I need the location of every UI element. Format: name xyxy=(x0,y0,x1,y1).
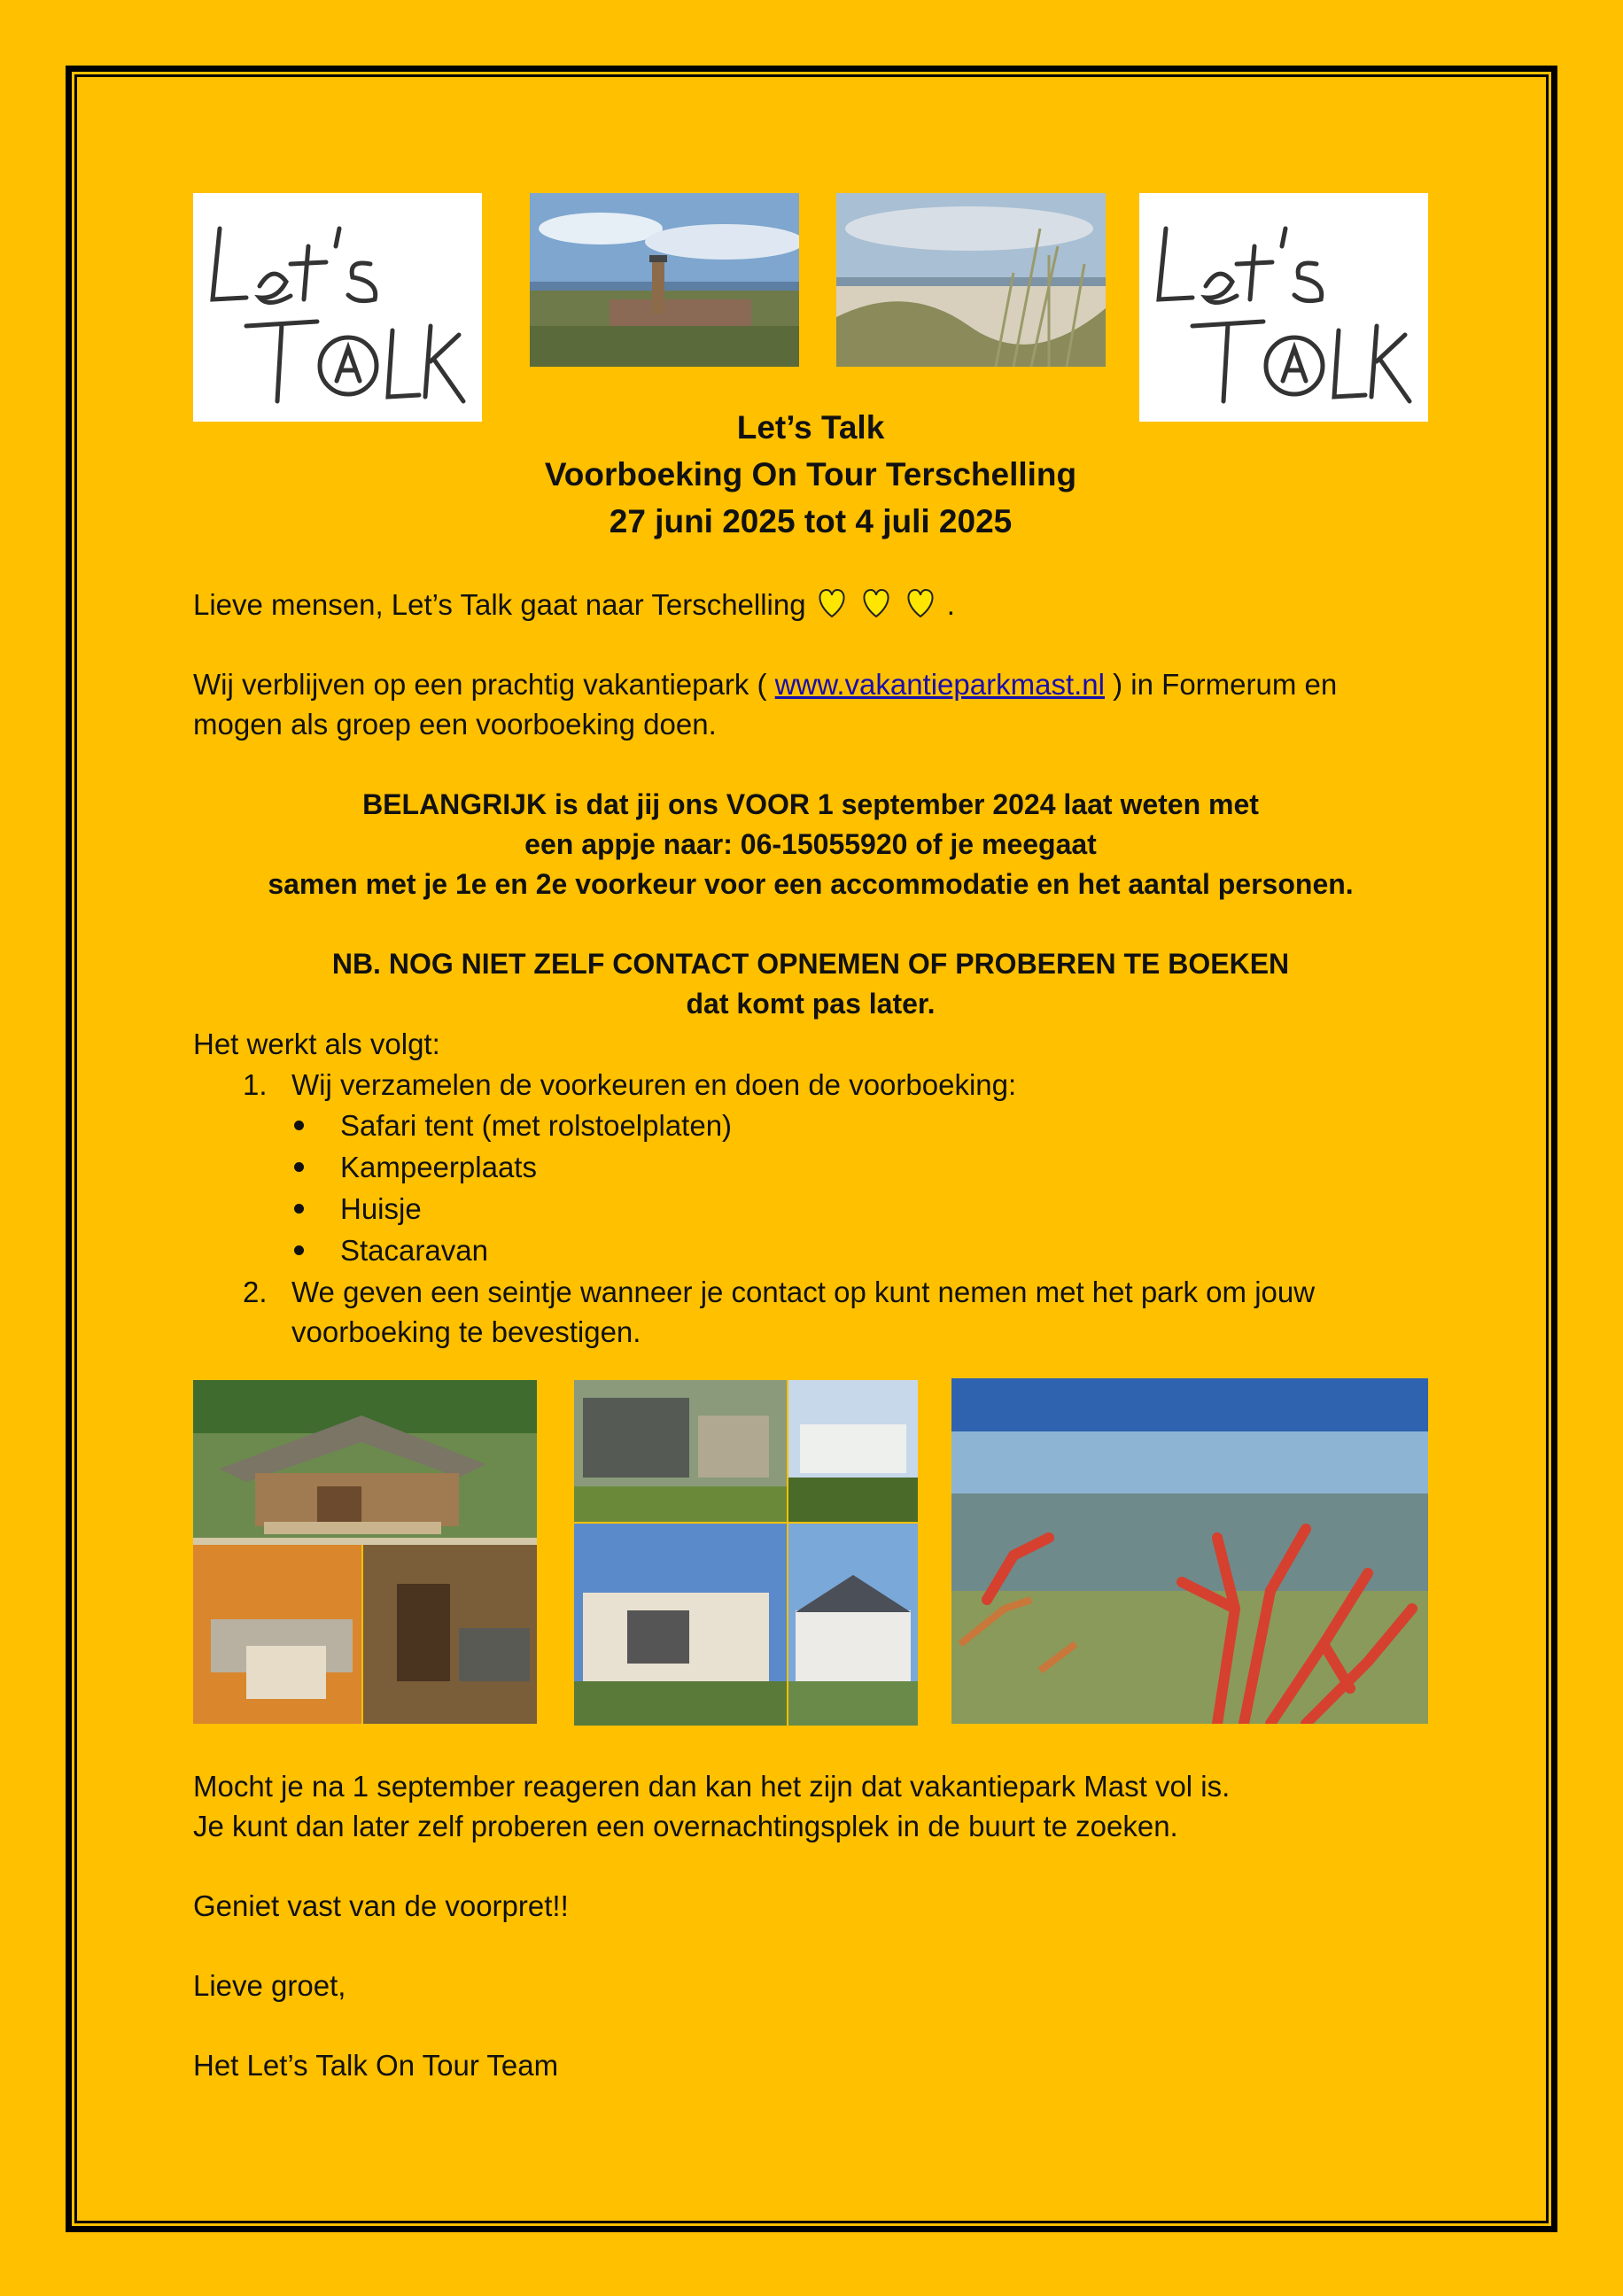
park-website-link[interactable]: www.vakantieparkmast.nl xyxy=(774,668,1105,701)
step-2-number: 2. xyxy=(243,1276,268,1308)
greeting-end: . xyxy=(946,588,955,621)
photo-samphire-coast xyxy=(951,1378,1428,1724)
bullet-icon xyxy=(294,1162,304,1172)
photo-dunes xyxy=(836,193,1106,367)
bullet-icon xyxy=(294,1245,304,1255)
greeting-text: Lieve mensen, Let’s Talk gaat naar Terschelling xyxy=(193,588,806,621)
stay-before-text: Wij verblijven op een prachtig vakantiepark ( xyxy=(193,668,775,701)
step-1-number: 1. xyxy=(243,1068,268,1101)
photo-houses-caravans xyxy=(574,1380,918,1726)
option-kampeerplaats: Kampeerplaats xyxy=(340,1151,537,1183)
bullet-icon xyxy=(294,1204,304,1214)
howto-intro: Het werkt als volgt: xyxy=(193,1028,440,1060)
stay-after-text: ) in Formerum en xyxy=(1104,668,1338,701)
signature-line: Het Let’s Talk On Tour Team xyxy=(193,2049,559,2082)
greeting-line xyxy=(193,585,1433,630)
logo-lets-talk-left xyxy=(193,193,482,422)
late-reply-line-2: Je kunt dan later zelf proberen een overnachtingsplek in de buurt te zoeken. xyxy=(193,1810,1178,1842)
step-1-text: Wij verzamelen de voorkeuren en doen de voorboeking: xyxy=(291,1068,1017,1101)
option-huisje: Huisje xyxy=(340,1192,422,1225)
enjoy-line: Geniet vast van de voorpret!! xyxy=(193,1889,569,1922)
regards-line: Lieve groet, xyxy=(193,1969,346,2002)
notice-line-2: dat komt pas later. xyxy=(686,988,936,1020)
logo-lets-talk-right xyxy=(1139,193,1428,422)
heart-icons xyxy=(814,585,947,630)
title-lets-talk: Let’s Talk xyxy=(736,409,885,446)
option-stacaravan: Stacaravan xyxy=(340,1234,488,1267)
step-2-text-line-1: We geven een seintje wanneer je contact op kunt nemen met het park om jouw xyxy=(291,1276,1316,1308)
bullet-icon xyxy=(294,1121,304,1130)
notice-line-1: NB. NOG NIET ZELF CONTACT OPNEMEN OF PROBEREN TE BOEKEN xyxy=(331,948,1290,980)
step-2-text-line-2: voorboeking te bevestigen. xyxy=(291,1315,641,1348)
option-safari-tent: Safari tent (met rolstoelplaten) xyxy=(340,1109,733,1142)
photo-lighthouse xyxy=(530,193,799,367)
important-line-1: BELANGRIJK is dat jij ons VOOR 1 september 2024 laat weten met xyxy=(362,788,1259,820)
title-dates: 27 juni 2025 tot 4 juli 2025 xyxy=(609,503,1013,539)
important-line-3: samen met je 1e en 2e voorkeur voor een accommodatie en het aantal personen. xyxy=(268,868,1354,900)
title-voorboeking: Voorboeking On Tour Terschelling xyxy=(544,456,1077,493)
stay-line-2: mogen als groep een voorboeking doen. xyxy=(193,708,717,741)
stay-line-1 xyxy=(193,664,1433,704)
photo-safari-tents xyxy=(193,1380,537,1724)
late-reply-line-1: Mocht je na 1 september reageren dan kan het zijn dat vakantiepark Mast vol is. xyxy=(193,1770,1231,1803)
important-line-2: een appje naar: 06-15055920 of je meegaat xyxy=(524,828,1097,860)
